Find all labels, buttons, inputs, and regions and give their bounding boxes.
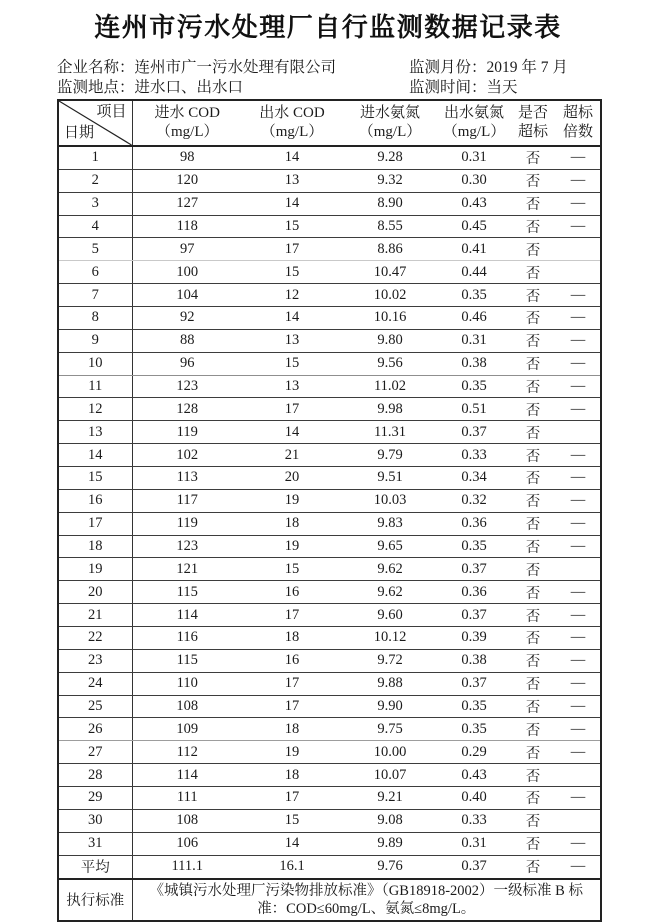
out-cod-cell: 13 xyxy=(242,329,342,352)
table-row xyxy=(58,261,601,284)
out-nh3-cell: 0.38 xyxy=(438,352,510,375)
day-cell: 14 xyxy=(58,444,132,467)
table-row xyxy=(58,352,601,375)
day-cell: 30 xyxy=(58,809,132,832)
column-header-multiple: 超标 倍数 xyxy=(556,100,601,146)
out-cod-cell: 14 xyxy=(242,421,342,444)
day-cell: 4 xyxy=(58,215,132,238)
in-cod-cell: 96 xyxy=(132,352,242,375)
in-nh3-cell: 9.08 xyxy=(342,809,438,832)
standard-text xyxy=(132,879,601,921)
out-cod-cell: 14 xyxy=(242,192,342,215)
monitoring-month-label: 监测月份： xyxy=(409,59,487,76)
out-cod-cell: 16.1 xyxy=(242,855,342,878)
table-header-row xyxy=(58,100,601,146)
exceeded-cell: 否 xyxy=(510,329,556,352)
day-cell: 31 xyxy=(58,832,132,855)
day-cell: 29 xyxy=(58,787,132,810)
multiple-cell: — xyxy=(556,627,601,650)
in-nh3-cell: 10.03 xyxy=(342,489,438,512)
out-cod-cell: 13 xyxy=(242,375,342,398)
info-row-1 xyxy=(57,58,635,78)
exceeded-cell: 否 xyxy=(510,467,556,490)
in-nh3-cell: 10.07 xyxy=(342,764,438,787)
out-nh3-cell: 0.29 xyxy=(438,741,510,764)
out-nh3-cell: 0.31 xyxy=(438,329,510,352)
table-row xyxy=(58,192,601,215)
exceeded-cell: 否 xyxy=(510,695,556,718)
corner-label-date: 日期 xyxy=(64,125,95,141)
in-nh3-cell: 9.88 xyxy=(342,672,438,695)
in-nh3-cell: 9.60 xyxy=(342,604,438,627)
out-cod-cell: 17 xyxy=(242,695,342,718)
out-cod-cell: 17 xyxy=(242,672,342,695)
multiple-cell: — xyxy=(556,672,601,695)
standard-text-line2: 准：COD≤60mg/L、氨氮≤8mg/L。 xyxy=(257,900,476,917)
in-cod-cell: 108 xyxy=(132,809,242,832)
exceeded-cell: 否 xyxy=(510,192,556,215)
multiple-cell xyxy=(556,764,601,787)
in-cod-cell: 118 xyxy=(132,215,242,238)
table-row xyxy=(58,855,601,878)
out-cod-cell: 16 xyxy=(242,581,342,604)
exceeded-cell: 否 xyxy=(510,352,556,375)
in-nh3-cell: 11.31 xyxy=(342,421,438,444)
multiple-cell: — xyxy=(556,581,601,604)
company-name-value: 连州市广一污水处理有限公司 xyxy=(134,59,337,76)
multiple-cell: — xyxy=(556,444,601,467)
out-nh3-cell: 0.45 xyxy=(438,215,510,238)
out-nh3-cell: 0.46 xyxy=(438,307,510,330)
out-cod-cell: 15 xyxy=(242,261,342,284)
out-nh3-cell: 0.35 xyxy=(438,375,510,398)
in-cod-cell: 116 xyxy=(132,627,242,650)
multiple-cell: — xyxy=(556,146,601,169)
out-nh3-cell: 0.37 xyxy=(438,604,510,627)
corner-cell xyxy=(58,100,132,146)
in-nh3-cell: 9.79 xyxy=(342,444,438,467)
multiple-cell xyxy=(556,421,601,444)
out-cod-cell: 15 xyxy=(242,558,342,581)
multiple-cell: — xyxy=(556,215,601,238)
standard-label: 执行标准 xyxy=(58,879,132,921)
table-row xyxy=(58,284,601,307)
exceeded-cell: 否 xyxy=(510,604,556,627)
day-cell: 24 xyxy=(58,672,132,695)
day-cell: 6 xyxy=(58,261,132,284)
multiple-cell xyxy=(556,558,601,581)
monitoring-location-label: 监测地点： xyxy=(57,79,135,96)
out-nh3-cell: 0.39 xyxy=(438,627,510,650)
out-cod-cell: 17 xyxy=(242,398,342,421)
table-row xyxy=(58,832,601,855)
exceeded-cell: 否 xyxy=(510,215,556,238)
in-nh3-cell: 9.28 xyxy=(342,146,438,169)
out-nh3-cell: 0.33 xyxy=(438,809,510,832)
table-row xyxy=(58,558,601,581)
table-body xyxy=(58,146,601,879)
in-cod-cell: 88 xyxy=(132,329,242,352)
day-cell: 12 xyxy=(58,398,132,421)
in-nh3-cell: 9.21 xyxy=(342,787,438,810)
in-cod-cell: 111.1 xyxy=(132,855,242,878)
exceeded-cell: 否 xyxy=(510,421,556,444)
in-nh3-cell: 10.12 xyxy=(342,627,438,650)
company-name-label: 企业名称： xyxy=(57,59,135,76)
exceeded-cell: 否 xyxy=(510,809,556,832)
table-row xyxy=(58,169,601,192)
out-nh3-cell: 0.43 xyxy=(438,764,510,787)
out-nh3-cell: 0.37 xyxy=(438,672,510,695)
in-nh3-cell: 9.75 xyxy=(342,718,438,741)
day-cell: 3 xyxy=(58,192,132,215)
in-cod-cell: 111 xyxy=(132,787,242,810)
in-cod-cell: 119 xyxy=(132,512,242,535)
in-cod-cell: 106 xyxy=(132,832,242,855)
day-cell: 8 xyxy=(58,307,132,330)
out-nh3-cell: 0.35 xyxy=(438,535,510,558)
out-nh3-cell: 0.36 xyxy=(438,512,510,535)
in-cod-cell: 123 xyxy=(132,535,242,558)
monitoring-time xyxy=(409,78,635,98)
day-cell: 7 xyxy=(58,284,132,307)
in-cod-cell: 104 xyxy=(132,284,242,307)
exceeded-cell: 否 xyxy=(510,444,556,467)
table-row xyxy=(58,329,601,352)
column-header-in-cod: 进水 COD （mg/L） xyxy=(132,100,242,146)
out-nh3-cell: 0.32 xyxy=(438,489,510,512)
monitoring-location-value: 进水口、出水口 xyxy=(134,79,244,96)
table-row xyxy=(58,581,601,604)
monitoring-time-value: 当天 xyxy=(486,79,518,96)
day-cell: 13 xyxy=(58,421,132,444)
multiple-cell: — xyxy=(556,352,601,375)
day-cell: 21 xyxy=(58,604,132,627)
multiple-cell: — xyxy=(556,695,601,718)
in-cod-cell: 123 xyxy=(132,375,242,398)
table-row xyxy=(58,764,601,787)
in-cod-cell: 115 xyxy=(132,581,242,604)
table-row xyxy=(58,215,601,238)
table-row xyxy=(58,489,601,512)
in-cod-cell: 102 xyxy=(132,444,242,467)
out-nh3-cell: 0.35 xyxy=(438,695,510,718)
exceeded-cell: 否 xyxy=(510,787,556,810)
exceeded-cell: 否 xyxy=(510,832,556,855)
day-cell: 22 xyxy=(58,627,132,650)
in-nh3-cell: 8.55 xyxy=(342,215,438,238)
in-nh3-cell: 10.00 xyxy=(342,741,438,764)
exceeded-cell: 否 xyxy=(510,649,556,672)
multiple-cell: — xyxy=(556,169,601,192)
out-nh3-cell: 0.38 xyxy=(438,649,510,672)
company-name xyxy=(57,58,409,78)
in-nh3-cell: 9.83 xyxy=(342,512,438,535)
in-nh3-cell: 9.76 xyxy=(342,855,438,878)
exceeded-cell: 否 xyxy=(510,489,556,512)
table-row xyxy=(58,718,601,741)
day-cell: 9 xyxy=(58,329,132,352)
column-header-in-nh3: 进水氨氮 （mg/L） xyxy=(342,100,438,146)
exceeded-cell: 否 xyxy=(510,558,556,581)
day-cell: 17 xyxy=(58,512,132,535)
multiple-cell: — xyxy=(556,284,601,307)
day-cell: 5 xyxy=(58,238,132,261)
out-nh3-cell: 0.35 xyxy=(438,718,510,741)
out-nh3-cell: 0.37 xyxy=(438,421,510,444)
table-row xyxy=(58,695,601,718)
in-nh3-cell: 10.47 xyxy=(342,261,438,284)
table-row xyxy=(58,307,601,330)
in-cod-cell: 92 xyxy=(132,307,242,330)
exceeded-cell: 否 xyxy=(510,307,556,330)
multiple-cell: — xyxy=(556,855,601,878)
in-cod-cell: 112 xyxy=(132,741,242,764)
multiple-cell: — xyxy=(556,718,601,741)
in-nh3-cell: 9.72 xyxy=(342,649,438,672)
out-nh3-cell: 0.43 xyxy=(438,192,510,215)
standard-text-line1: 《城镇污水处理厂污染物排放标准》（GB18918-2002）一级标准 B 标 xyxy=(149,882,583,899)
day-cell: 20 xyxy=(58,581,132,604)
in-nh3-cell: 9.62 xyxy=(342,581,438,604)
info-block xyxy=(57,58,635,98)
out-nh3-cell: 0.30 xyxy=(438,169,510,192)
table-row xyxy=(58,398,601,421)
out-cod-cell: 15 xyxy=(242,352,342,375)
in-cod-cell: 117 xyxy=(132,489,242,512)
day-cell: 15 xyxy=(58,467,132,490)
out-cod-cell: 16 xyxy=(242,649,342,672)
day-cell: 11 xyxy=(58,375,132,398)
exceeded-cell: 否 xyxy=(510,284,556,307)
exceeded-cell: 否 xyxy=(510,535,556,558)
day-cell: 10 xyxy=(58,352,132,375)
exceeded-cell: 否 xyxy=(510,238,556,261)
out-cod-cell: 20 xyxy=(242,467,342,490)
multiple-cell xyxy=(556,809,601,832)
out-cod-cell: 17 xyxy=(242,238,342,261)
multiple-cell: — xyxy=(556,192,601,215)
monitoring-time-label: 监测时间： xyxy=(409,79,487,96)
out-cod-cell: 14 xyxy=(242,146,342,169)
out-cod-cell: 19 xyxy=(242,489,342,512)
out-nh3-cell: 0.33 xyxy=(438,444,510,467)
multiple-cell: — xyxy=(556,741,601,764)
in-nh3-cell: 10.02 xyxy=(342,284,438,307)
in-cod-cell: 97 xyxy=(132,238,242,261)
standard-row xyxy=(58,879,601,921)
exceeded-cell: 否 xyxy=(510,146,556,169)
table-row xyxy=(58,787,601,810)
out-cod-cell: 18 xyxy=(242,512,342,535)
table-row xyxy=(58,146,601,169)
out-cod-cell: 18 xyxy=(242,718,342,741)
multiple-cell: — xyxy=(556,535,601,558)
exceeded-cell: 否 xyxy=(510,741,556,764)
out-cod-cell: 18 xyxy=(242,764,342,787)
day-cell: 27 xyxy=(58,741,132,764)
in-cod-cell: 120 xyxy=(132,169,242,192)
exceeded-cell: 否 xyxy=(510,855,556,878)
in-nh3-cell: 9.32 xyxy=(342,169,438,192)
out-nh3-cell: 0.31 xyxy=(438,146,510,169)
out-nh3-cell: 0.41 xyxy=(438,238,510,261)
out-cod-cell: 12 xyxy=(242,284,342,307)
table-row xyxy=(58,512,601,535)
in-cod-cell: 100 xyxy=(132,261,242,284)
table-row xyxy=(58,627,601,650)
multiple-cell: — xyxy=(556,649,601,672)
exceeded-cell: 否 xyxy=(510,398,556,421)
multiple-cell: — xyxy=(556,398,601,421)
in-nh3-cell: 9.65 xyxy=(342,535,438,558)
in-nh3-cell: 9.89 xyxy=(342,832,438,855)
in-cod-cell: 109 xyxy=(132,718,242,741)
in-cod-cell: 119 xyxy=(132,421,242,444)
out-nh3-cell: 0.37 xyxy=(438,855,510,878)
in-cod-cell: 110 xyxy=(132,672,242,695)
in-nh3-cell: 9.62 xyxy=(342,558,438,581)
out-cod-cell: 19 xyxy=(242,535,342,558)
in-cod-cell: 108 xyxy=(132,695,242,718)
table-row xyxy=(58,535,601,558)
in-nh3-cell: 9.98 xyxy=(342,398,438,421)
in-cod-cell: 98 xyxy=(132,146,242,169)
multiple-cell: — xyxy=(556,512,601,535)
out-cod-cell: 17 xyxy=(242,604,342,627)
out-cod-cell: 15 xyxy=(242,809,342,832)
out-cod-cell: 13 xyxy=(242,169,342,192)
out-cod-cell: 19 xyxy=(242,741,342,764)
day-cell: 25 xyxy=(58,695,132,718)
in-nh3-cell: 9.80 xyxy=(342,329,438,352)
in-cod-cell: 121 xyxy=(132,558,242,581)
multiple-cell: — xyxy=(556,832,601,855)
out-cod-cell: 15 xyxy=(242,215,342,238)
in-nh3-cell: 9.56 xyxy=(342,352,438,375)
in-nh3-cell: 8.90 xyxy=(342,192,438,215)
day-cell: 2 xyxy=(58,169,132,192)
day-cell: 1 xyxy=(58,146,132,169)
column-header-out-nh3: 出水氨氮 （mg/L） xyxy=(438,100,510,146)
monitoring-location xyxy=(57,78,409,98)
exceeded-cell: 否 xyxy=(510,627,556,650)
table-row xyxy=(58,238,601,261)
day-cell: 26 xyxy=(58,718,132,741)
in-nh3-cell: 11.02 xyxy=(342,375,438,398)
column-header-out-cod: 出水 COD （mg/L） xyxy=(242,100,342,146)
exceeded-cell: 否 xyxy=(510,169,556,192)
out-nh3-cell: 0.31 xyxy=(438,832,510,855)
out-cod-cell: 21 xyxy=(242,444,342,467)
exceeded-cell: 否 xyxy=(510,764,556,787)
exceeded-cell: 否 xyxy=(510,375,556,398)
exceeded-cell: 否 xyxy=(510,512,556,535)
out-nh3-cell: 0.44 xyxy=(438,261,510,284)
in-cod-cell: 115 xyxy=(132,649,242,672)
in-cod-cell: 127 xyxy=(132,192,242,215)
multiple-cell: — xyxy=(556,787,601,810)
in-cod-cell: 114 xyxy=(132,604,242,627)
info-row-2 xyxy=(57,78,635,98)
out-cod-cell: 14 xyxy=(242,307,342,330)
multiple-cell xyxy=(556,261,601,284)
corner-label-item: 项目 xyxy=(96,104,127,120)
multiple-cell: — xyxy=(556,604,601,627)
multiple-cell: — xyxy=(556,375,601,398)
column-header-exceeded: 是否 超标 xyxy=(510,100,556,146)
multiple-cell: — xyxy=(556,329,601,352)
exceeded-cell: 否 xyxy=(510,718,556,741)
table-row xyxy=(58,672,601,695)
table-row xyxy=(58,649,601,672)
exceeded-cell: 否 xyxy=(510,581,556,604)
out-nh3-cell: 0.40 xyxy=(438,787,510,810)
monitoring-data-table xyxy=(57,99,602,922)
in-nh3-cell: 9.51 xyxy=(342,467,438,490)
table-row xyxy=(58,421,601,444)
day-cell: 28 xyxy=(58,764,132,787)
table-row xyxy=(58,375,601,398)
multiple-cell xyxy=(556,238,601,261)
table-row xyxy=(58,741,601,764)
day-cell: 16 xyxy=(58,489,132,512)
day-cell: 19 xyxy=(58,558,132,581)
multiple-cell: — xyxy=(556,467,601,490)
table-row xyxy=(58,444,601,467)
table-row xyxy=(58,809,601,832)
multiple-cell: — xyxy=(556,489,601,512)
out-nh3-cell: 0.36 xyxy=(438,581,510,604)
out-nh3-cell: 0.37 xyxy=(438,558,510,581)
day-cell: 23 xyxy=(58,649,132,672)
out-nh3-cell: 0.51 xyxy=(438,398,510,421)
multiple-cell: — xyxy=(556,307,601,330)
day-cell: 18 xyxy=(58,535,132,558)
in-nh3-cell: 10.16 xyxy=(342,307,438,330)
page-title: 连州市污水处理厂自行监测数据记录表 xyxy=(94,13,562,42)
exceeded-cell: 否 xyxy=(510,261,556,284)
monitoring-month xyxy=(409,58,635,78)
table-row xyxy=(58,467,601,490)
in-nh3-cell: 9.90 xyxy=(342,695,438,718)
out-cod-cell: 17 xyxy=(242,787,342,810)
in-nh3-cell: 8.86 xyxy=(342,238,438,261)
in-cod-cell: 113 xyxy=(132,467,242,490)
day-cell: 平均 xyxy=(58,855,132,878)
out-nh3-cell: 0.35 xyxy=(438,284,510,307)
exceeded-cell: 否 xyxy=(510,672,556,695)
out-cod-cell: 18 xyxy=(242,627,342,650)
monitoring-month-value: 2019 年 7 月 xyxy=(486,59,568,76)
out-nh3-cell: 0.34 xyxy=(438,467,510,490)
in-cod-cell: 128 xyxy=(132,398,242,421)
out-cod-cell: 14 xyxy=(242,832,342,855)
in-cod-cell: 114 xyxy=(132,764,242,787)
table-row xyxy=(58,604,601,627)
document-page xyxy=(0,7,656,917)
